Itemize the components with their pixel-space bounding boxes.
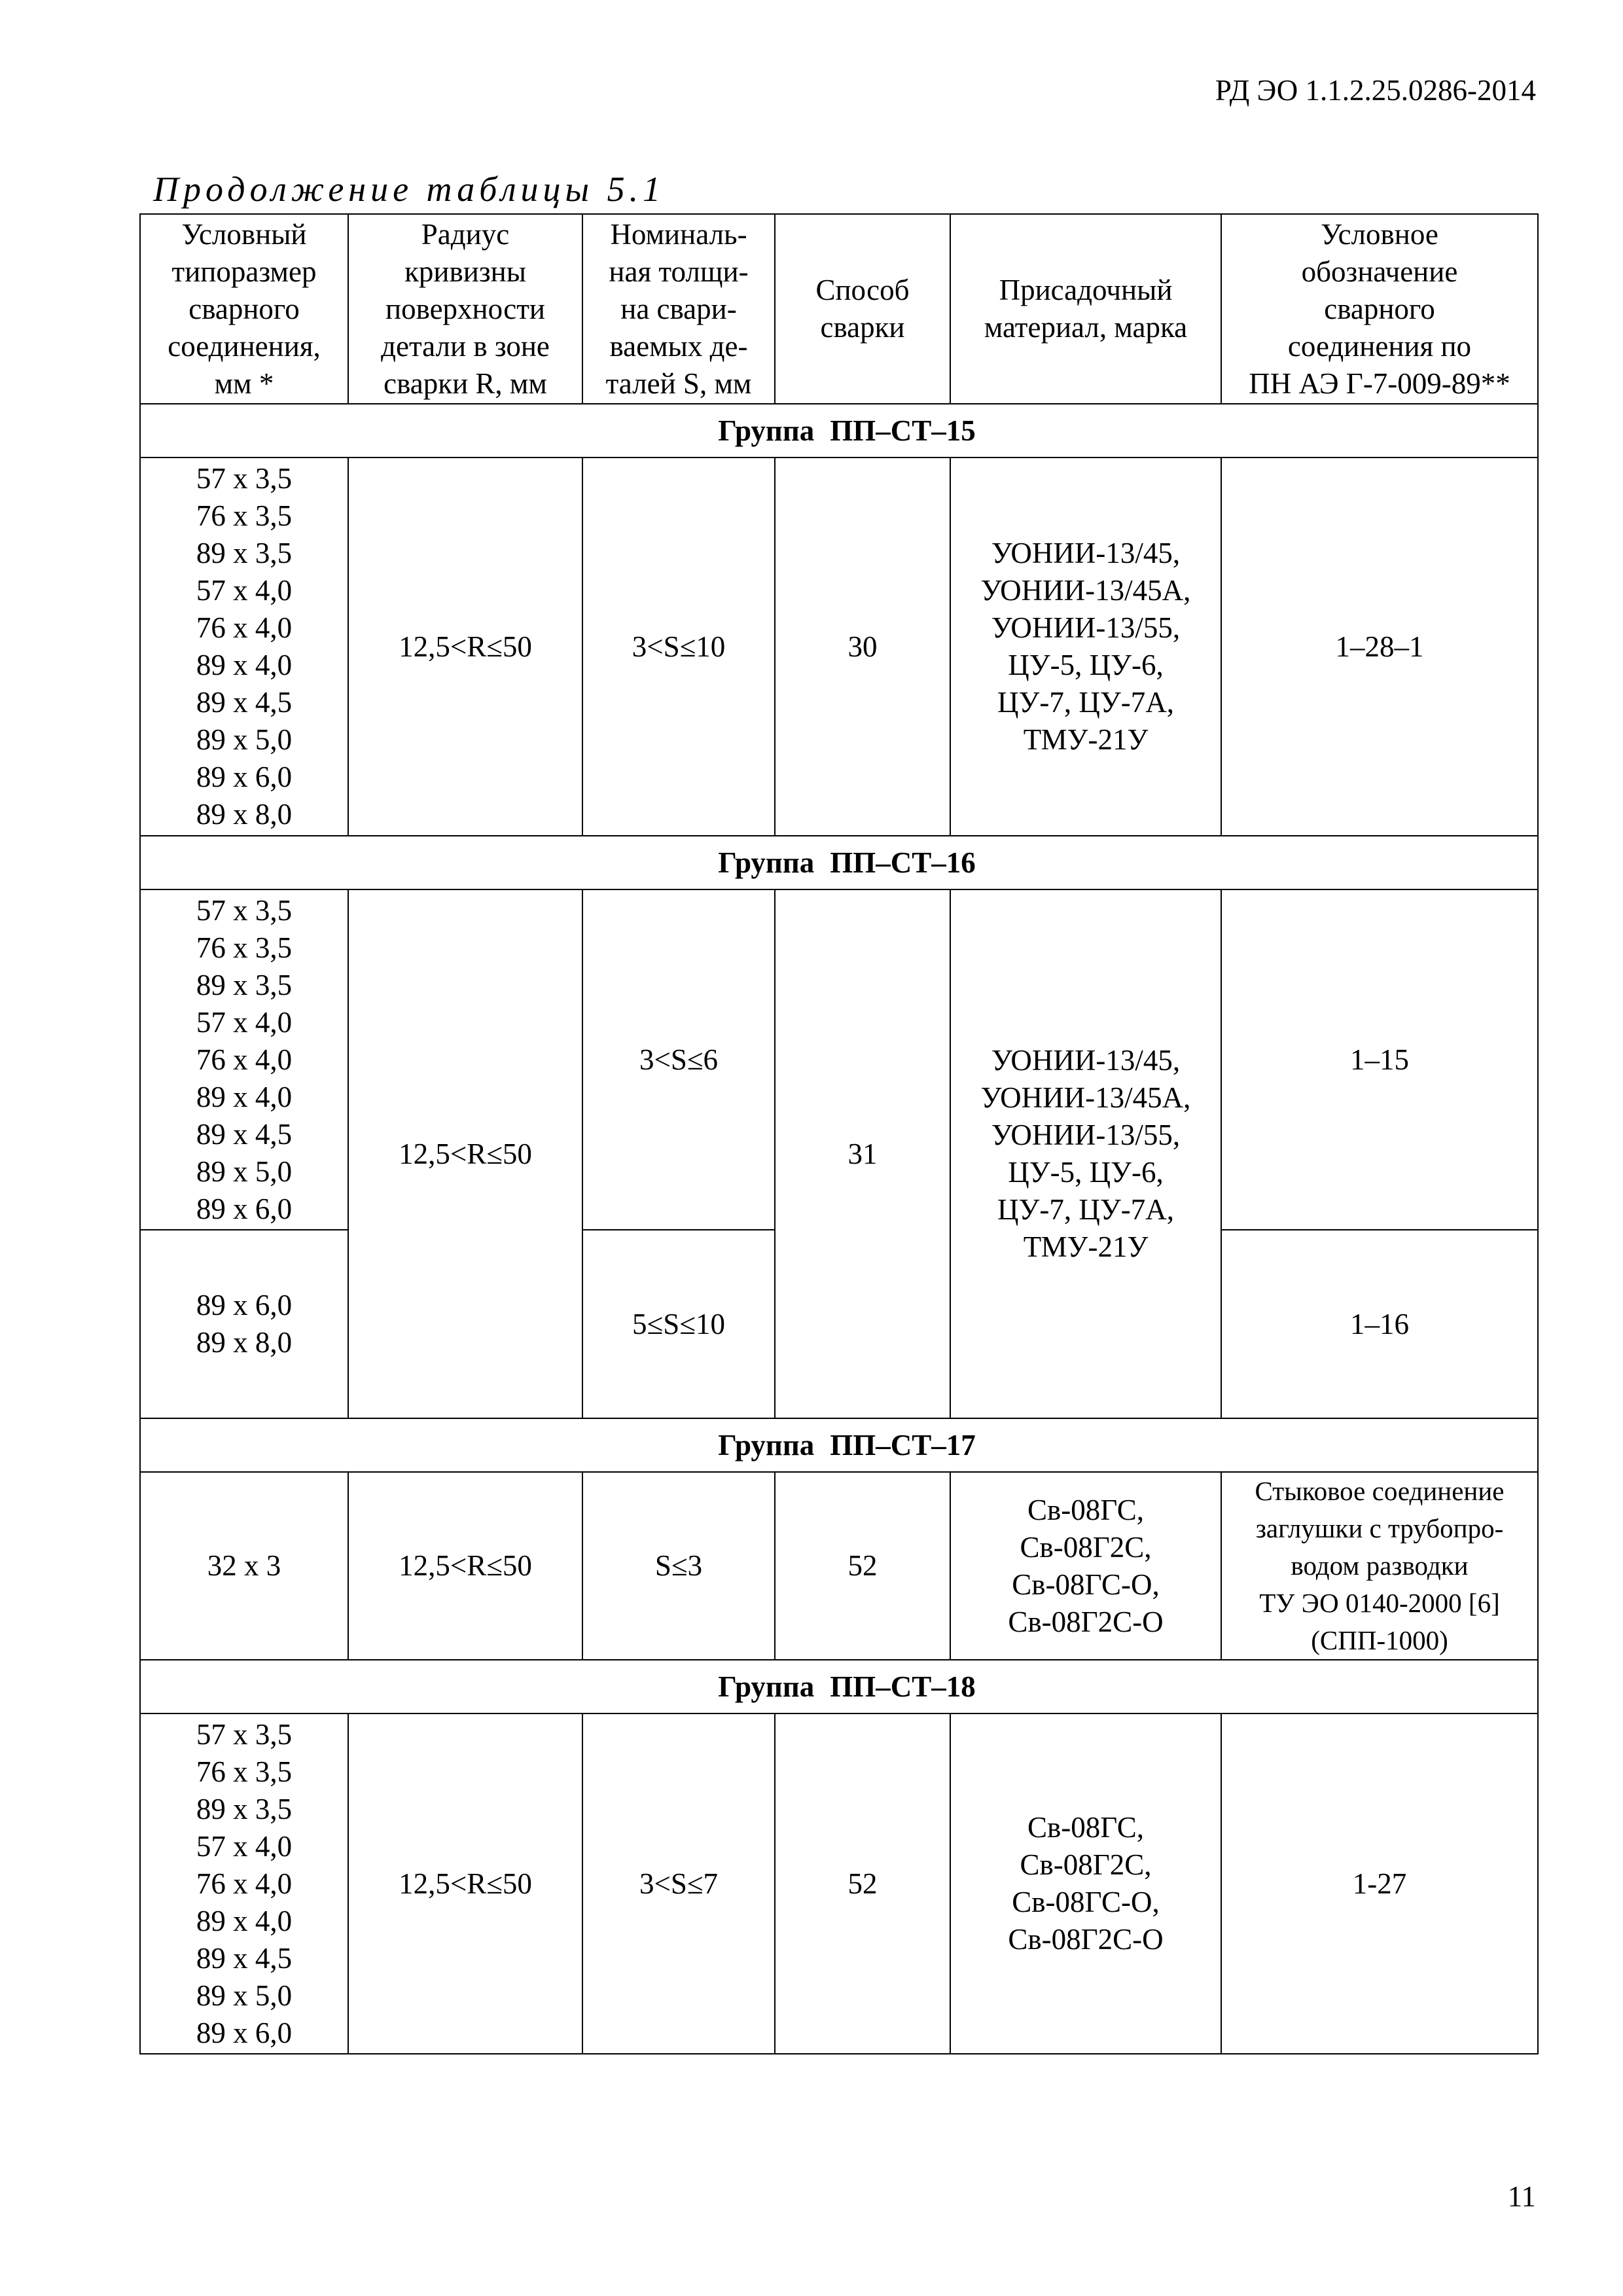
cell-method: 31	[775, 889, 950, 1418]
group-title-row	[140, 1418, 1538, 1472]
header-size: Условный типоразмер сварного соединения, мм *	[140, 214, 348, 404]
cell-designation: 1-27	[1221, 1713, 1538, 2054]
cell-method: 52	[775, 1713, 950, 2054]
cell-sizes: 57 x 3,5 76 x 3,5 89 x 3,5 57 x 4,0 76 x 4,0 89 x 4,0 89 x 4,5 89 x 5,0 89 x 6,0 89 x 8,0	[140, 457, 348, 836]
header-filler: Присадочный материал, марка	[950, 214, 1221, 404]
header-thickness: Номиналь- ная толщи- на свари- ваемых де- талей S, мм	[582, 214, 775, 404]
cell-sizes: 57 x 3,5 76 x 3,5 89 x 3,5 57 x 4,0 76 x 4,0 89 x 4,0 89 x 4,5 89 x 5,0 89 x 6,0	[140, 889, 348, 1230]
cell-sizes: 89 x 6,0 89 x 8,0	[140, 1230, 348, 1418]
document-code: РД ЭО 1.1.2.25.0286-2014	[1215, 74, 1536, 107]
cell-filler: Св-08ГС, Св-08Г2С, Св-08ГС-О, Св-08Г2С-О	[950, 1713, 1221, 2054]
group-title-row	[140, 1660, 1538, 1713]
header-row	[140, 214, 1538, 404]
table-row	[140, 1472, 1538, 1660]
group-title: Группа ПП–СТ–16	[140, 836, 1538, 889]
table-row	[140, 1713, 1538, 2054]
cell-filler: Св-08ГС, Св-08Г2С, Св-08ГС-О, Св-08Г2С-О	[950, 1472, 1221, 1660]
table-row	[140, 889, 1538, 1230]
cell-sizes: 32 x 3	[140, 1472, 348, 1660]
cell-thickness: 3<S≤6	[582, 889, 775, 1230]
group-title: Группа ПП–СТ–18	[140, 1660, 1538, 1713]
cell-sizes: 57 x 3,5 76 x 3,5 89 x 3,5 57 x 4,0 76 x 4,0 89 x 4,0 89 x 4,5 89 x 5,0 89 x 6,0	[140, 1713, 348, 2054]
header-radius: Радиус кривизны поверхности детали в зоне сварки R, мм	[348, 214, 582, 404]
cell-filler: УОНИИ-13/45, УОНИИ-13/45А, УОНИИ-13/55, ЦУ-5, ЦУ-6, ЦУ-7, ЦУ-7А, ТМУ-21У	[950, 457, 1221, 836]
cell-designation: 1–15	[1221, 889, 1538, 1230]
cell-filler: УОНИИ-13/45, УОНИИ-13/45А, УОНИИ-13/55, ЦУ-5, ЦУ-6, ЦУ-7, ЦУ-7А, ТМУ-21У	[950, 889, 1221, 1418]
cell-radius: 12,5<R≤50	[348, 1472, 582, 1660]
welding-table	[139, 213, 1539, 2054]
header-method: Способ сварки	[775, 214, 950, 404]
cell-radius: 12,5<R≤50	[348, 1713, 582, 2054]
table-caption: Продолжение таблицы 5.1	[153, 170, 666, 209]
group-title: Группа ПП–СТ–15	[140, 404, 1538, 457]
cell-designation: Стыковое соединение заглушки с трубопро- водом разводки ТУ ЭО 0140-2000 [6] (СПП-1000)	[1221, 1472, 1538, 1660]
table-row	[140, 457, 1538, 836]
cell-method: 52	[775, 1472, 950, 1660]
cell-radius: 12,5<R≤50	[348, 889, 582, 1418]
group-title-row	[140, 404, 1538, 457]
cell-thickness: 5≤S≤10	[582, 1230, 775, 1418]
cell-method: 30	[775, 457, 950, 836]
cell-thickness: 3<S≤10	[582, 457, 775, 836]
group-title: Группа ПП–СТ–17	[140, 1418, 1538, 1472]
group-title-row	[140, 836, 1538, 889]
cell-designation: 1–28–1	[1221, 457, 1538, 836]
page-number: 11	[1507, 2180, 1536, 2213]
header-designation: Условное обозначение сварного соединения по ПН АЭ Г-7-009-89**	[1221, 214, 1538, 404]
cell-radius: 12,5<R≤50	[348, 457, 582, 836]
cell-thickness: 3<S≤7	[582, 1713, 775, 2054]
cell-thickness: S≤3	[582, 1472, 775, 1660]
cell-designation: 1–16	[1221, 1230, 1538, 1418]
